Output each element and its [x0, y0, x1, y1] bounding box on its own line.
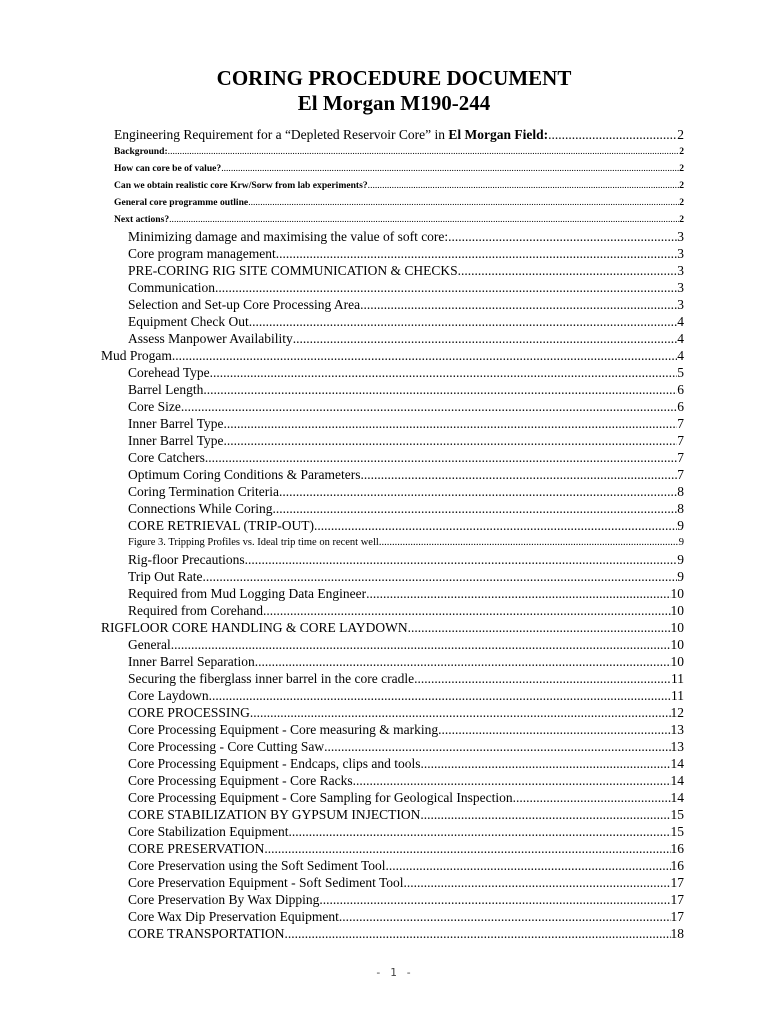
toc-entry-text: How can core be of value?: [114, 163, 222, 174]
toc-entry-title: [128, 687, 209, 704]
toc-leader-dots: [224, 432, 678, 449]
toc-entry-title: [101, 619, 408, 636]
toc-entry-page: 3: [677, 263, 684, 278]
toc-entry-text: Core Wax Dip Preservation Equipment: [128, 909, 339, 924]
toc-entry-text: Core Size: [128, 399, 181, 414]
toc-entry-text: CORE TRANSPORTATION: [128, 926, 285, 941]
toc-entry[interactable]: [0, 857, 684, 874]
toc-entry-title: [128, 517, 314, 534]
toc-entry-page: 10: [670, 654, 684, 669]
toc-entry-page: 13: [670, 722, 684, 737]
toc-entry-text: PRE-CORING RIG SITE COMMUNICATION & CHECKS: [128, 263, 458, 278]
toc-entry[interactable]: [0, 279, 684, 296]
toc-leader-dots: [285, 925, 671, 942]
toc-entry-title: [128, 789, 513, 806]
toc-entry-title: [128, 636, 171, 653]
toc-entry[interactable]: [0, 551, 684, 568]
toc-entry-page: 7: [677, 433, 684, 448]
toc-entry[interactable]: [0, 619, 684, 636]
toc-entry-title: [128, 364, 210, 381]
toc-entry-text: Core program management: [128, 246, 276, 261]
toc-entry-page: 14: [670, 790, 684, 805]
toc-entry-page: 17: [670, 892, 684, 907]
toc-entry-page: 16: [670, 858, 684, 873]
toc-entry-title: [128, 585, 366, 602]
toc-entry-title: [128, 381, 203, 398]
toc-entry[interactable]: [0, 602, 684, 619]
toc-entry[interactable]: [0, 636, 684, 653]
toc-leader-dots: [353, 772, 671, 789]
toc-entry-text: Core Preservation By Wax Dipping: [128, 892, 320, 907]
toc-entry-page: 6: [677, 382, 684, 397]
toc-entry-page: 6: [677, 399, 684, 414]
toc-entry-title: [128, 432, 224, 449]
toc-entry-title: [128, 823, 288, 840]
toc-entry[interactable]: [0, 449, 684, 466]
toc-entry-title: [128, 262, 458, 279]
toc-entry[interactable]: [0, 874, 684, 891]
toc-entry-bold-text: El Morgan Field:: [448, 127, 549, 142]
toc-entry-page: 17: [670, 909, 684, 924]
toc-entry-title: [128, 721, 438, 738]
toc-entry-text: Figure 3. Tripping Profiles vs. Ideal trip time on recent well: [128, 537, 379, 548]
toc-leader-dots: [448, 228, 677, 245]
toc-entry-title: [101, 347, 172, 364]
toc-entry[interactable]: [0, 381, 684, 398]
toc-leader-dots: [288, 823, 670, 840]
toc-leader-dots: [420, 806, 670, 823]
toc-leader-dots: [276, 245, 678, 262]
toc-entry-title: [128, 857, 386, 874]
toc-leader-dots: [438, 721, 670, 738]
toc-entry-text: Rig-floor Precautions: [128, 552, 245, 567]
toc-entry[interactable]: [0, 687, 684, 704]
toc-leader-dots: [203, 568, 678, 585]
toc-entry-page: 15: [670, 824, 684, 839]
toc-leader-dots: [513, 789, 671, 806]
toc-entry[interactable]: [0, 245, 684, 262]
toc-entry-page: 4: [677, 331, 684, 346]
toc-entry[interactable]: [0, 211, 684, 228]
toc-entry-page: 3: [677, 297, 684, 312]
toc-entry-page: 11: [671, 688, 684, 703]
toc-entry[interactable]: [0, 483, 684, 500]
toc-entry[interactable]: [0, 891, 684, 908]
toc-entry-text: Inner Barrel Type: [128, 416, 224, 431]
toc-entry-text: Optimum Coring Conditions & Parameters: [128, 467, 361, 482]
toc-entry-page: 2: [679, 197, 684, 208]
toc-entry-text: RIGFLOOR CORE HANDLING & CORE LAYDOWN: [101, 620, 408, 635]
toc-entry-text: Can we obtain realistic core Krw/Sorw from lab experiments?: [114, 180, 368, 191]
toc-leader-dots: [293, 330, 678, 347]
toc-entry[interactable]: [0, 432, 684, 449]
toc-entry-title: [128, 449, 205, 466]
toc-entry[interactable]: [0, 721, 684, 738]
toc-entry-text: Core Processing Equipment - Core Racks: [128, 773, 353, 788]
toc-leader-dots: [314, 517, 677, 534]
toc-entry[interactable]: [0, 823, 684, 840]
toc-entry-page: 9: [677, 552, 684, 567]
toc-entry-page: 16: [670, 841, 684, 856]
title-line-1: CORING PROCEDURE DOCUMENT: [216, 66, 572, 90]
toc-entry-page: 2: [679, 214, 684, 225]
toc-entry[interactable]: [0, 466, 684, 483]
toc-entry-text: Corehead Type: [128, 365, 210, 380]
toc-entry[interactable]: [0, 364, 684, 381]
toc-leader-dots: [386, 857, 671, 874]
toc-entry-title: [128, 415, 224, 432]
toc-entry-text: Minimizing damage and maximising the value of soft core:: [128, 229, 449, 244]
toc-entry[interactable]: [0, 738, 684, 755]
toc-entry-page: 2: [679, 180, 684, 191]
toc-entry-title: [128, 313, 249, 330]
toc-entry-text: Next actions?: [114, 214, 170, 225]
toc-entry-text: Background:: [114, 146, 168, 157]
toc-entry-page: 2: [679, 146, 684, 157]
toc-entry-page: 15: [670, 807, 684, 822]
toc-leader-dots: [324, 738, 670, 755]
toc-entry-title: [128, 670, 414, 687]
toc-entry-text: CORE STABILIZATION BY GYPSUM INJECTION: [128, 807, 421, 822]
toc-entry-title: [128, 279, 215, 296]
toc-leader-dots: [279, 483, 677, 500]
toc-leader-dots: [366, 585, 670, 602]
toc-entry-text: Equipment Check Out: [128, 314, 249, 329]
toc-entry-text: General: [128, 637, 171, 652]
toc-entry-page: 4: [677, 348, 684, 363]
toc-leader-dots: [171, 636, 671, 653]
toc-entry-page: 3: [677, 280, 684, 295]
toc-leader-dots: [404, 874, 671, 891]
toc-entry-text: Required from Corehand: [128, 603, 263, 618]
toc-entry-page: 10: [670, 586, 684, 601]
toc-entry-title: [128, 908, 339, 925]
toc-entry-title: [114, 194, 248, 211]
toc-entry-title: [128, 653, 255, 670]
toc-entry[interactable]: [0, 908, 684, 925]
toc-leader-dots: [458, 262, 678, 279]
toc-leader-dots: [408, 619, 671, 636]
toc-entry-title: [114, 177, 368, 194]
toc-leader-dots: [210, 364, 678, 381]
toc-entry-text: Communication: [128, 280, 215, 295]
toc-entry[interactable]: [0, 653, 684, 670]
toc-entry[interactable]: [0, 415, 684, 432]
toc-leader-dots: [215, 279, 677, 296]
toc-entry-page: 4: [677, 314, 684, 329]
toc-entry-page: 18: [670, 926, 684, 941]
toc-entry-page: 17: [670, 875, 684, 890]
toc-entry[interactable]: [0, 755, 684, 772]
toc-entry-title: [128, 534, 379, 551]
toc-entry[interactable]: [0, 228, 684, 245]
toc-leader-dots: [548, 126, 677, 143]
toc-entry[interactable]: [0, 840, 684, 857]
toc-entry-page: 5: [677, 365, 684, 380]
toc-entry[interactable]: [0, 789, 684, 806]
toc-entry-title: [114, 143, 168, 160]
toc-entry-title: [128, 704, 250, 721]
toc-entry-page: 9: [677, 569, 684, 584]
toc-entry[interactable]: [0, 772, 684, 789]
toc-entry-text: Core Processing Equipment - Core measuring & marking: [128, 722, 439, 737]
toc-leader-dots: [319, 891, 670, 908]
toc-entry-title: [128, 228, 448, 245]
toc-entry-text: Selection and Set-up Core Processing Area: [128, 297, 361, 312]
toc-leader-dots: [361, 466, 678, 483]
toc-entry-text: CORE RETRIEVAL (TRIP-OUT): [128, 518, 314, 533]
toc-entry-page: 9: [677, 518, 684, 533]
toc-entry[interactable]: [0, 262, 684, 279]
toc-entry-title: [128, 500, 273, 517]
toc-leader-dots: [205, 449, 677, 466]
toc-entry-page: 7: [677, 450, 684, 465]
toc-leader-dots: [203, 381, 677, 398]
toc-entry[interactable]: [0, 925, 684, 942]
toc-entry[interactable]: [0, 177, 684, 194]
toc-leader-dots: [209, 687, 671, 704]
toc-leader-dots: [264, 840, 670, 857]
toc-leader-dots: [368, 177, 680, 194]
toc-leader-dots: [420, 755, 670, 772]
toc-leader-dots: [224, 415, 678, 432]
toc-leader-dots: [249, 313, 678, 330]
toc-entry-text: Core Catchers: [128, 450, 205, 465]
toc-entry[interactable]: [0, 534, 684, 551]
toc-entry[interactable]: [0, 398, 684, 415]
toc-entry-page: 8: [677, 484, 684, 499]
toc-entry-page: 3: [677, 229, 684, 244]
toc-leader-dots: [255, 653, 671, 670]
toc-entry[interactable]: [0, 670, 684, 687]
toc-entry-title: [128, 245, 276, 262]
toc-leader-dots: [248, 194, 679, 211]
toc-entry-text: Trip Out Rate: [128, 569, 203, 584]
toc-entry-text: Required from Mud Logging Data Engineer: [128, 586, 367, 601]
toc-entry-text: Barrel Length: [128, 382, 204, 397]
toc-entry-page: 10: [670, 620, 684, 635]
toc-entry-title: [128, 551, 245, 568]
toc-leader-dots: [172, 347, 677, 364]
toc-leader-dots: [168, 143, 680, 160]
toc-entry-page: 14: [670, 756, 684, 771]
toc-entry-text: Inner Barrel Separation: [128, 654, 255, 669]
toc-leader-dots: [263, 602, 671, 619]
toc-entry-text: Mud Progam: [101, 348, 172, 363]
toc-entry-text: Core Processing Equipment - Endcaps, clips and tools: [128, 756, 421, 771]
toc-entry-title: [128, 772, 353, 789]
toc-entry-page: 13: [670, 739, 684, 754]
toc-entry[interactable]: [0, 585, 684, 602]
toc-entry[interactable]: [0, 160, 684, 177]
toc-leader-dots: [221, 160, 679, 177]
toc-entry-page: 8: [677, 501, 684, 516]
toc-leader-dots: [379, 534, 679, 551]
toc-entry[interactable]: [0, 806, 684, 823]
toc-entry-page: 12: [670, 705, 684, 720]
toc-entry-text: Core Processing - Core Cutting Saw: [128, 739, 325, 754]
toc-entry-page: 10: [670, 637, 684, 652]
toc-entry-text: Coring Termination Criteria: [128, 484, 280, 499]
page-number: - 1 -: [374, 966, 414, 979]
toc-entry-title: [128, 568, 203, 585]
toc-entry-title: [128, 738, 324, 755]
toc-entry-text: Securing the fiberglass inner barrel in the core cradle: [128, 671, 415, 686]
toc-leader-dots: [273, 500, 678, 517]
toc-entry-page: 9: [678, 537, 684, 548]
toc-entry-text: Connections While Coring: [128, 501, 273, 516]
toc-entry-text: Core Processing Equipment - Core Sampling for Geological Inspection: [128, 790, 513, 805]
toc-entry-title: [128, 466, 361, 483]
toc-entry[interactable]: [0, 330, 684, 347]
toc-leader-dots: [250, 704, 671, 721]
toc-entry-text: Core Preservation using the Soft Sediment Tool: [128, 858, 386, 873]
toc-entry-text: General core programme outline: [114, 197, 249, 208]
toc-leader-dots: [181, 398, 677, 415]
toc-entry-title: [128, 483, 279, 500]
toc-entry-text: Core Laydown: [128, 688, 209, 703]
toc-entry-title: [128, 755, 420, 772]
toc-leader-dots: [245, 551, 678, 568]
toc-entry-page: 2: [677, 127, 684, 142]
table-of-contents: [0, 126, 768, 942]
toc-leader-dots: [360, 296, 677, 313]
toc-entry[interactable]: [0, 143, 684, 160]
toc-entry-title: [128, 602, 263, 619]
toc-entry-title: [128, 891, 319, 908]
toc-entry[interactable]: [0, 126, 684, 143]
toc-entry-title: [114, 160, 221, 177]
toc-entry[interactable]: [0, 704, 684, 721]
toc-entry-text: Core Stabilization Equipment: [128, 824, 289, 839]
toc-entry-text: Inner Barrel Type: [128, 433, 224, 448]
toc-entry-text: CORE PROCESSING: [128, 705, 250, 720]
toc-entry-title: [128, 874, 404, 891]
toc-entry[interactable]: [0, 517, 684, 534]
toc-entry-title: [128, 806, 420, 823]
toc-entry-title: [128, 398, 181, 415]
toc-entry-text: Assess Manpower Availability: [128, 331, 293, 346]
toc-entry-text: Engineering Requirement for a “Depleted Reservoir Core” in: [114, 127, 449, 142]
toc-entry[interactable]: [0, 194, 684, 211]
toc-entry[interactable]: [0, 568, 684, 585]
toc-entry[interactable]: [0, 296, 684, 313]
toc-leader-dots: [414, 670, 671, 687]
toc-entry-page: 14: [670, 773, 684, 788]
toc-entry-title: [128, 296, 360, 313]
toc-entry-page: 3: [677, 246, 684, 261]
toc-entry-page: 10: [670, 603, 684, 618]
toc-entry-title: [114, 126, 548, 143]
toc-entry[interactable]: [0, 313, 684, 330]
toc-entry-page: 2: [679, 163, 684, 174]
toc-entry-title: [114, 211, 169, 228]
toc-leader-dots: [339, 908, 671, 925]
toc-leader-dots: [169, 211, 679, 228]
toc-entry[interactable]: [0, 347, 684, 364]
document-title: [0, 66, 768, 116]
toc-entry[interactable]: [0, 500, 684, 517]
toc-entry-text: Core Preservation Equipment - Soft Sediment Tool: [128, 875, 404, 890]
toc-entry-title: [128, 925, 285, 942]
title-line-2: El Morgan M190-244: [297, 91, 491, 115]
toc-entry-page: 7: [677, 416, 684, 431]
toc-entry-text: CORE PRESERVATION: [128, 841, 265, 856]
toc-entry-title: [128, 840, 264, 857]
toc-entry-page: 7: [677, 467, 684, 482]
toc-entry-title: [128, 330, 293, 347]
toc-entry-page: 11: [671, 671, 684, 686]
